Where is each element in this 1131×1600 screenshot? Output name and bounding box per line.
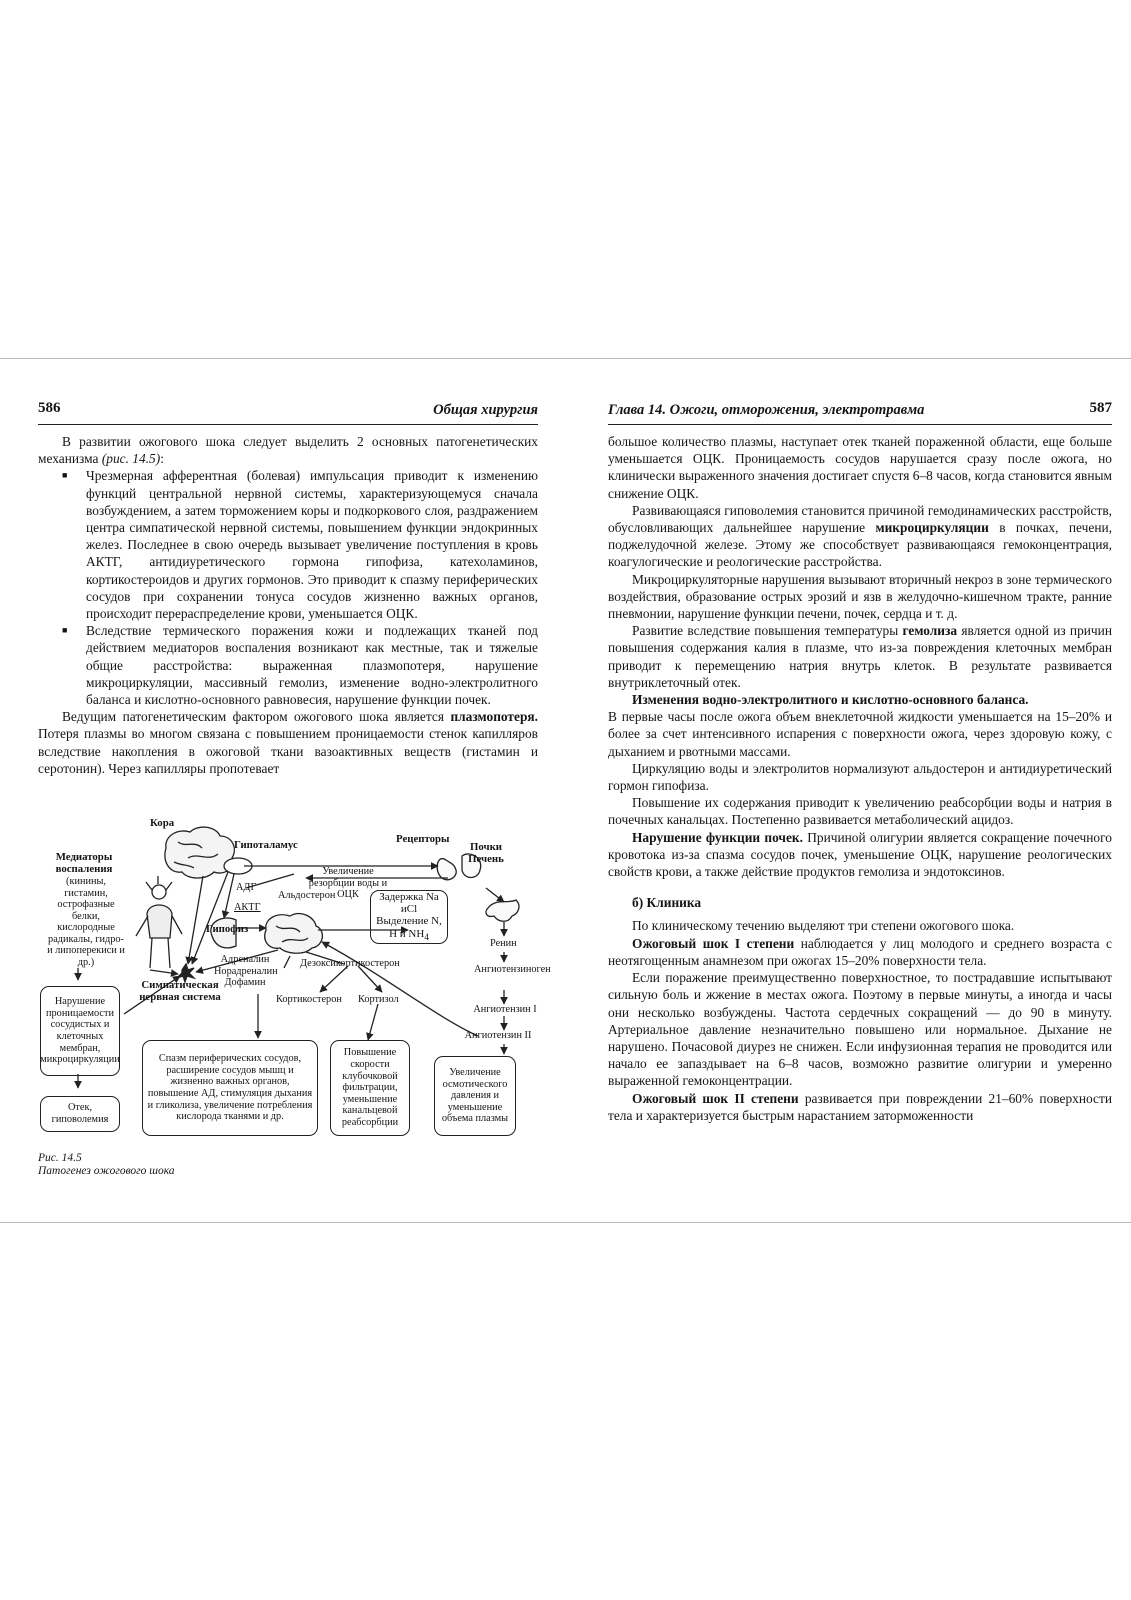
label-adh: АДГ	[236, 882, 257, 893]
label-hypophysis: Гипофиз	[206, 923, 249, 935]
paragraph: Развивающаяся гиповолемия становится причиной гемодинамических расстройств, обусловливающих дальнейшее нарушение микроциркуляции в почках, печени, поджелудочной железе. Этому же способствует развивающаяся гемоконцентрация, коагулогические и реологические расстройства.	[608, 502, 1112, 570]
paragraph: Нарушение функции почек. Причиной олигурии является сокращение почечного кровотока из-за спазма сосудов почек, уменьшение ОЦК, нарушение реологических свойств крови, а также действие продуктов гемолиза и эндотоксинов.	[608, 829, 1112, 880]
page-number: 587	[1089, 400, 1112, 416]
kidney-icon	[437, 859, 456, 880]
list-item: ■ Вследствие термического поражения кожи и подлежащих тканей под действием медиаторов воспаления возникают как местные, так и тяжелые общие расстройства: выраженная плазмопотеря, нарушение микроциркуляции, массивный гемолиз, изменение водно-электролитного баланса и кислотно-основного равновесия, нарушение функции почек.	[62, 623, 538, 708]
label-mediators-list: (кинины, гистамин, острофазные белки, кислородные радикалы, гидро- и липоперекиси и др.)	[47, 876, 125, 968]
right-page	[608, 400, 1112, 1124]
label-cortisol: Кортизол	[358, 994, 399, 1005]
pathogenesis-diagram	[38, 817, 551, 1148]
paragraph-heading: Изменения водно-электролитного и кислотно-основного баланса.	[632, 692, 1029, 708]
spasm-box: Спазм периферических сосудов, расширение сосудов мышц и жизненно важных органов, повышение АД, стимуляция дыхания и гликолиза, увеличение потребления кислорода тканями и др.	[142, 1040, 318, 1136]
permeability-box: Нарушение проницаемости сосудистых и клеточных мембран, микроциркуляции	[40, 986, 120, 1076]
body-text	[608, 433, 1112, 1124]
paragraph: Ведущим патогенетическим фактором ожогового шока является плазмопотеря. Потеря плазмы во многом связана с повышением проницаемости стенок капилляров вследствие накопления в ожоговой ткани вазоактивных веществ (гистамин и серотонин). Через капилляры пропотевает	[38, 709, 538, 776]
label-mediators-title: Медиаторы воспаления	[55, 851, 113, 875]
label-hypothalamus: Гипоталамус	[234, 839, 298, 851]
label-angiotensinogen: Ангиотензиноген	[474, 964, 551, 975]
mechanism-list	[38, 467, 538, 708]
list-item: ■ Чрезмерная афферентная (болевая) импульсация приводит к изменению функций центральной нервной системы, характеризующемуся сначала возбуждением, а затем торможением коры и подкоркового слоя, раздражением центра симпатической нервной системы, повышением функции эндокринных желез. Последнее в свою очередь вызывает увеличение поступления в кровь АКТГ, антидиуретического гормона гипофиза, катехоламинов, кортикостероидов и других гормонов. Это приводит к спазму периферических сосудов при сохранении тонуса сосудов жизненно важных органов, происходит перераспределение крови, уменьшается ОЦК.	[62, 468, 538, 622]
paragraph: Повышение их содержания приводит к увеличению реабсорбции воды и натрия в почечных канальцах. Постепенно развивается метаболический ацидоз.	[608, 795, 1112, 828]
running-title: Глава 14. Ожоги, отморожения, электротравма	[608, 402, 925, 418]
person-icon	[136, 882, 182, 968]
figure-caption: Рис. 14.5 Патогенез ожогового шока	[38, 1152, 175, 1177]
bullet-icon: ■	[62, 625, 68, 636]
paragraph: Ожоговый шок I степени наблюдается у лиц молодого и среднего возраста с неотягощенным анамнезом при ожогах 15–20% поверхности тела.	[608, 935, 1112, 968]
label-aldosterone: Альдостерон	[278, 890, 336, 901]
label-corticosterone: Кортикостерон	[276, 994, 342, 1005]
edema-box: Отек, гиповолемия	[40, 1096, 120, 1132]
osmotic-box: Увеличение осмотического давления и уменьшение объема плазмы	[434, 1056, 516, 1136]
figure-ref[interactable]: (рис. 14.5)	[101, 451, 161, 467]
paragraph: Если поражение преимущественно поверхностное, то пострадавшие испытывают сильную боль и жжение в местах ожога. Поэтому в первые минуты, а иногда и часы они несколько возбуждены. Частота сердечных сокращений — до 90 в минуту. Артериальное давление незначительно повышено или нормальное. Дыхание не нарушено. Почасовой диурез не снижен. Если инфузионная терапия не проводится или начало ее запаздывает на 6–8 часов, возможно развитие олигурии и умеренно выраженной гемоконцентрации.	[608, 970, 1112, 1089]
paragraph: Ожоговый шок II степени развивается при повреждении 21–60% поверхности тела и характеризуется быстрым нарастанием заторможенности	[608, 1090, 1113, 1123]
bullet-icon: ■	[62, 470, 68, 481]
label-angiotensin-1: Ангиотензин I	[473, 1004, 537, 1015]
label-kora: Кора	[150, 817, 175, 829]
left-page	[38, 400, 551, 1177]
top-border	[0, 358, 1131, 359]
running-header	[608, 400, 1112, 425]
label-liver: Печень	[468, 853, 504, 865]
label-sympathetic: Симпатическая нервная система	[139, 979, 221, 1003]
bottom-border	[0, 1222, 1131, 1223]
label-renin: Ренин	[490, 938, 517, 949]
adrenal-brain-icon	[265, 914, 323, 954]
label-acth: АКТГ	[234, 902, 261, 913]
page-number: 586	[38, 400, 61, 416]
paragraph: Микроциркуляторные нарушения вызывают вторичный некроз в зоне термического воздействия, образование острых эрозий и язв в желудочно-кишечном тракте, ранние пневмонии, нарушение функции печени, почек, сердца и т. д.	[608, 571, 1112, 622]
label-resorption: Увеличение резорбции воды и ОЦК	[308, 866, 388, 900]
filtration-box: Повышение скорости клубочковой фильтрации, уменьшение канальцевой реабсорбции	[330, 1040, 410, 1136]
paragraph: По клиническому течению выделяют три степени ожогового шока.	[632, 918, 1015, 934]
running-header	[38, 400, 538, 425]
paragraph: В первые часы после ожога объем внеклеточной жидкости уменьшается на 15–20% и более за счет интенсивного испарения с поверхности ожога, через здоровую кожу, с дыханием и рвотными массами.	[608, 709, 1112, 759]
section-subheading: б) Клиника	[632, 895, 702, 911]
paragraph: большое количество плазмы, наступает отек тканей пораженной области, еще больше уменьшается ОЦК. Проницаемость сосудов нарушается сразу после ожога, но клинически выраженного значения достигает спустя 6–8 часов, когда становится явным снижение ОЦК.	[608, 434, 1112, 501]
retention-box	[370, 890, 448, 944]
brain-icon	[165, 827, 234, 878]
label-angiotensin-2: Ангиотензин II	[464, 1030, 532, 1041]
running-title: Общая хирургия	[433, 402, 538, 418]
label-deoxycorticosterone: Дезоксикортикостерон	[300, 958, 400, 969]
paragraph: Циркуляцию воды и электролитов нормализуют альдостерон и антидиуретический гормон гипофиза.	[608, 760, 1112, 794]
retention-text: Задержка Na иCl Выделение N, H и $NH_4$	[376, 890, 442, 942]
label-catecholamines: Адреналин Норадреналин Дофамин	[214, 954, 278, 988]
label-kidneys: Почки	[469, 841, 503, 853]
intro-paragraph: В развитии ожогового шока следует выделить 2 основных патогенетических механизма (рис. 14.5):	[38, 434, 538, 467]
liver-icon	[486, 900, 519, 921]
paragraph: Развитие вследствие повышения температуры гемолиза является одной из причин повышения содержания калия в плазме, что из-за повреждения клеточных мембран приводит к перемещению натрия внутрь клеток. В результате развивается внутриклеточный отек.	[608, 623, 1112, 690]
body-text	[38, 433, 538, 777]
label-receptors: Рецепторы	[396, 833, 450, 845]
